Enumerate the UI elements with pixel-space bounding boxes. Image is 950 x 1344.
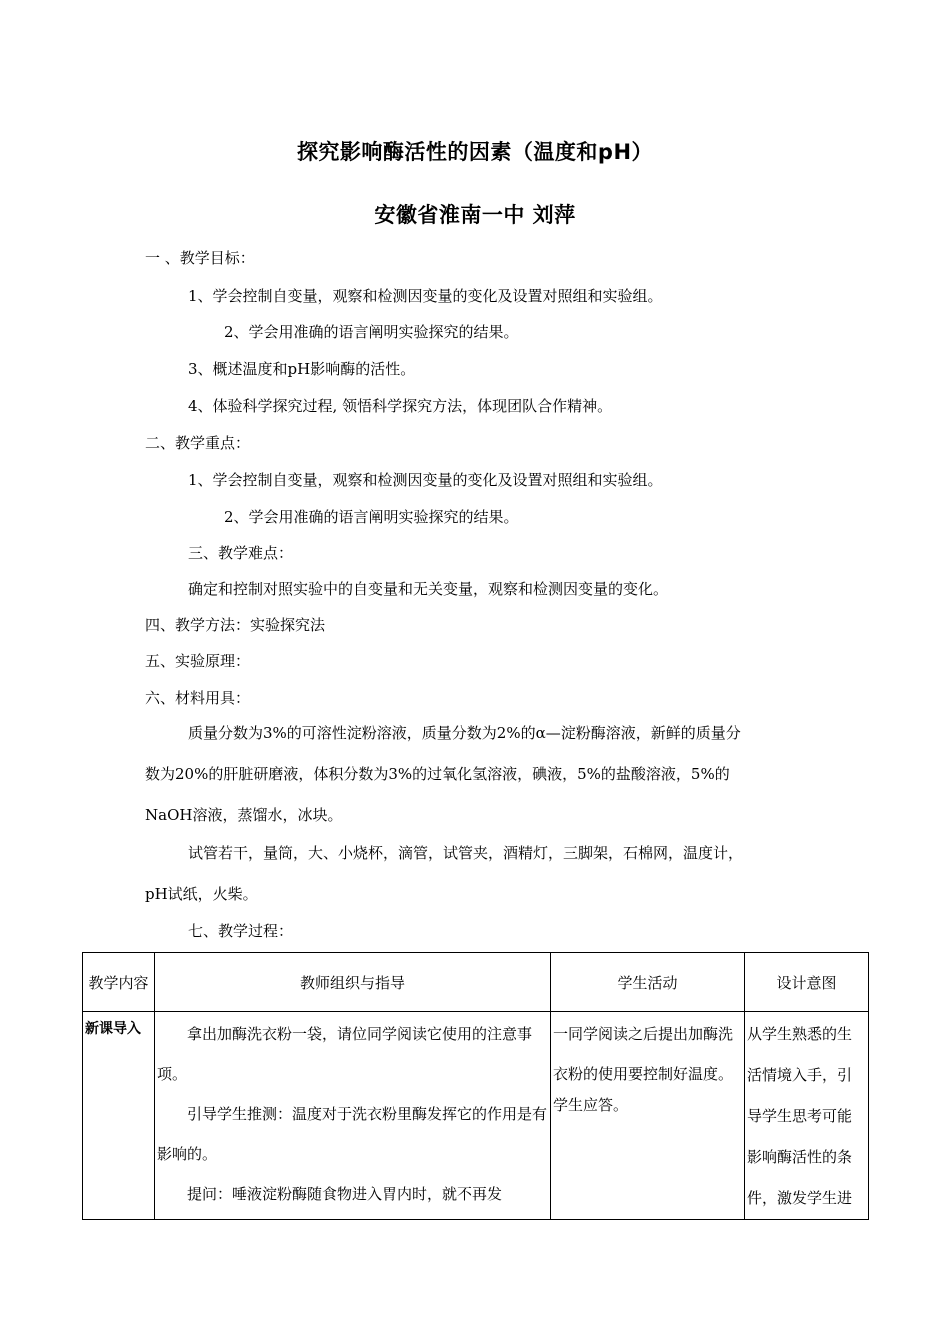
author-line: 安徽省淮南一中 刘萍 — [374, 203, 576, 227]
objective-item: 4、体验科学探究过程, 领悟科学探究方法，体现团队合作精神。 — [188, 397, 613, 415]
key-point-item: 2、学会用准确的语言阐明实验探究的结果。 — [224, 508, 519, 526]
content-label: 新课导入 — [85, 1021, 141, 1037]
student-paragraph: 学生应答。 — [553, 1096, 629, 1114]
table-header-cell: 设计意图 — [745, 953, 869, 1012]
table-header-cell: 学生活动 — [551, 953, 745, 1012]
intent-text: 从学生熟悉的生活情境入手，引导学生思考可能影响酶活性的条件，激发学生进 — [747, 1025, 853, 1207]
section-heading-objectives: 一 、教学目标： — [145, 249, 255, 267]
objective-item: 2、学会用准确的语言阐明实验探究的结果。 — [224, 323, 519, 341]
table-cell-intent — [745, 1012, 869, 1220]
table-cell-student — [551, 1012, 745, 1220]
student-paragraph: 一同学阅读之后提出加酶洗衣粉的使用要控制好温度。 — [553, 1025, 734, 1083]
difficulty-item: 确定和控制对照实验中的自变量和无关变量，观察和检测因变量的变化。 — [188, 580, 669, 598]
materials-text: 数为20%的肝脏研磨液，体积分数为3%的过氧化氢溶液，碘液，5%的盐酸溶液，5%的 — [145, 765, 730, 783]
objective-item: 3、概述温度和pH影响酶的活性。 — [188, 360, 416, 378]
table-header-cell: 教学内容 — [83, 953, 155, 1012]
section-heading-materials: 六、材料用具： — [145, 689, 251, 707]
teacher-paragraph: 提问：唾液淀粉酶随食物进入胃内时，就不再发 — [187, 1185, 503, 1203]
section-heading-difficulties: 三、教学难点： — [188, 544, 294, 562]
section-heading-methods: 四、教学方法：实验探究法 — [145, 616, 326, 634]
section-heading-principle: 五、实验原理： — [145, 652, 251, 670]
materials-text: 质量分数为3%的可溶性淀粉溶液，质量分数为2%的α—淀粉酶溶液，新鲜的质量分 — [188, 724, 741, 742]
table-row — [83, 1012, 869, 1220]
section-heading-key-points: 二、教学重点： — [145, 434, 251, 452]
table-cell-content — [83, 1012, 155, 1220]
section-heading-process: 七、教学过程： — [188, 922, 294, 940]
materials-text: NaOH溶液，蒸馏水，冰块。 — [145, 806, 343, 824]
teaching-process-table — [82, 952, 869, 1220]
table-header-cell: 教师组织与指导 — [155, 953, 551, 1012]
document-title: 探究影响酶活性的因素（温度和pH） — [296, 140, 654, 164]
teacher-paragraph: 拿出加酶洗衣粉一袋，请位同学阅读它使用的注意事项。 — [157, 1025, 533, 1083]
teacher-paragraph: 引导学生推测：温度对于洗衣粉里酶发挥它的作用是有影响的。 — [157, 1105, 548, 1163]
table-header-row — [83, 953, 869, 1012]
objective-item: 1、学会控制自变量，观察和检测因变量的变化及设置对照组和实验组。 — [188, 287, 663, 305]
key-point-item: 1、学会控制自变量，观察和检测因变量的变化及设置对照组和实验组。 — [188, 471, 663, 489]
equipment-text: 试管若干，量筒，大、小烧杯，滴管，试管夹，酒精灯，三脚架，石棉网，温度计， — [188, 844, 744, 862]
table-cell-teacher — [155, 1012, 551, 1220]
equipment-text: pH试纸，火柴。 — [145, 885, 258, 903]
